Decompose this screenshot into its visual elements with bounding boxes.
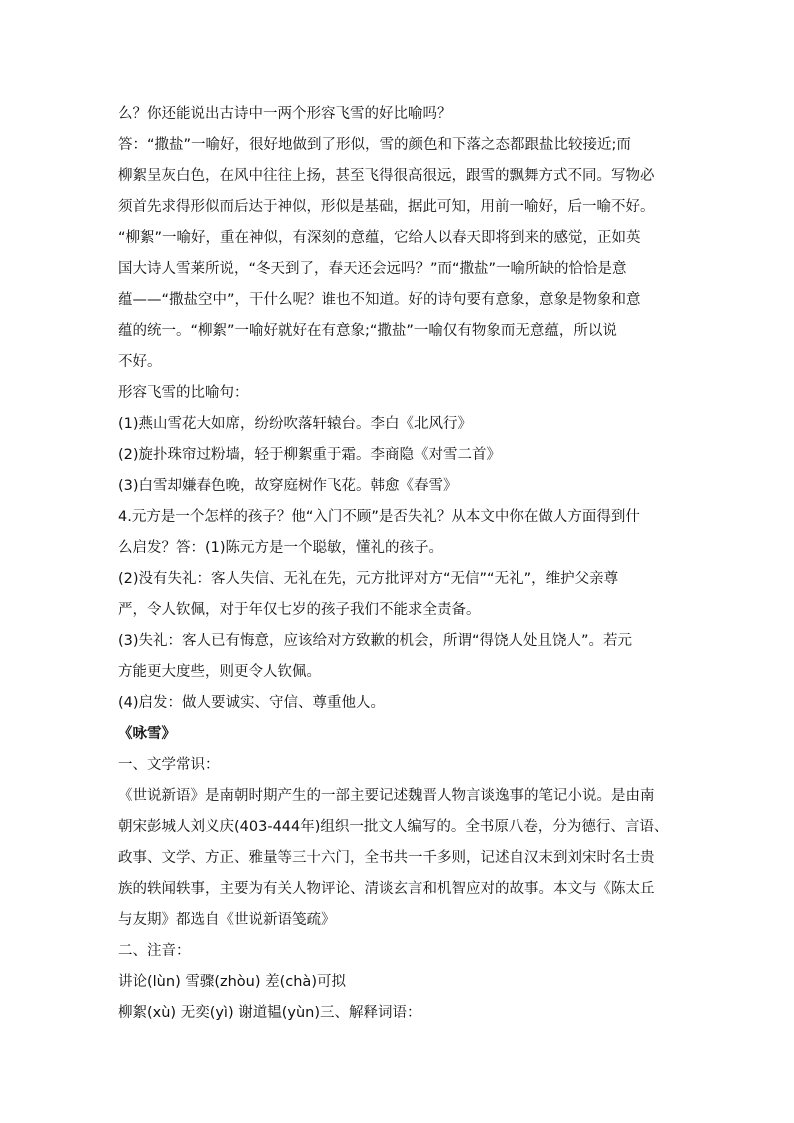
text-line: (3)失礼：客人已有悔意，应该给对方致歉的机会，所谓“得饶人处且饶人”。若元 [118, 633, 633, 649]
text-line: 柳絮呈灰白色，在风中往往上扬，甚至飞得很高很远，跟雪的飘舞方式不同。写物必 [118, 168, 655, 184]
text-line: 《世说新语》是南朝时期产生的一部主要记述魏晋人物言谈逸事的笔记小说。是由南 [118, 788, 655, 804]
text-line: (1)燕山雪花大如席，纷纷吹落轩辕台。李白《北风行》 [118, 416, 473, 432]
text-line: “柳絮”一喻好，重在神似，有深刻的意蕴，它给人以春天即将到来的感觉，正如英 [118, 230, 641, 246]
text-line: 蕴——“撒盐空中”，干什么呢？谁也不知道。好的诗句要有意象，意象是物象和意 [118, 292, 641, 308]
text-line: 须首先求得形似而后达于神似，形似是基础，据此可知，用前一喻好，后一喻不好。 [118, 199, 655, 215]
text-line: 与友期》都选自《世说新语笺疏》 [118, 912, 336, 928]
text-line: 严，令人钦佩，对于年仅七岁的孩子我们不能求全责备。 [118, 602, 481, 618]
text-line: 答：“撒盐”一喻好，很好地做到了形似，雪的颜色和下落之态都跟盐比较接近;而 [118, 137, 631, 153]
document-body [118, 99, 684, 1029]
text-line: (2)没有失礼：客人失信、无礼在先，元方批评对方“无信”“无礼”，维护父亲尊 [118, 571, 619, 587]
text-line: 4.元方是一个怎样的孩子？他“入门不顾”是否失礼？从本文中你在做人方面得到什 [118, 509, 640, 525]
text-line: 讲论(lùn) 雪骤(zhòu) 差(chà)可拟 [118, 974, 346, 990]
text-line: 朝宋彭城人刘义庆(403-444年)组织一批文人编写的。全书原八卷，分为德行、言语、 [118, 819, 669, 835]
section-heading: 《咏雪》 [118, 726, 176, 742]
text-line: 二、注音： [118, 943, 191, 959]
text-line: (3)白雪却嫌春色晚，故穿庭树作飞花。韩愈《春雪》 [118, 478, 458, 494]
text-line: (4)启发：做人要诚实、守信、尊重他人。 [118, 695, 386, 711]
text-line: 一、文学常识： [118, 757, 220, 773]
text-line: 么？你还能说出古诗中一两个形容飞雪的好比喻吗？ [118, 106, 452, 122]
text-line: 族的轶闻轶事，主要为有关人物评论、清谈玄言和机智应对的故事。本文与《陈太丘 [118, 881, 655, 897]
text-line: 国大诗人雪莱所说，“冬天到了，春天还会远吗？”而“撒盐”一喻所缺的恰恰是意 [118, 261, 627, 277]
text-line: 不好。 [118, 354, 162, 370]
text-line: 政事、文学、方正、雅量等三十六门，全书共一千多则，记述自汉末到刘宋时名士贵 [118, 850, 655, 866]
text-line: (2)旋扑珠帘过粉墙，轻于柳絮重于霜。李商隐《对雪二首》 [118, 447, 502, 463]
text-line: 蕴的统一。“柳絮”一喻好就好在有意象;“撒盐”一喻仅有物象而无意蕴，所以说 [118, 323, 617, 339]
text-line: 形容飞雪的比喻句： [118, 385, 249, 401]
text-line: 方能更大度些，则更令人钦佩。 [118, 664, 321, 680]
text-line: 柳絮(xù) 无奕(yì) 谢道韫(yùn)三、解释词语： [118, 1005, 422, 1021]
text-line: 么启发？答：(1)陈元方是一个聪敏，懂礼的孩子。 [118, 540, 444, 556]
